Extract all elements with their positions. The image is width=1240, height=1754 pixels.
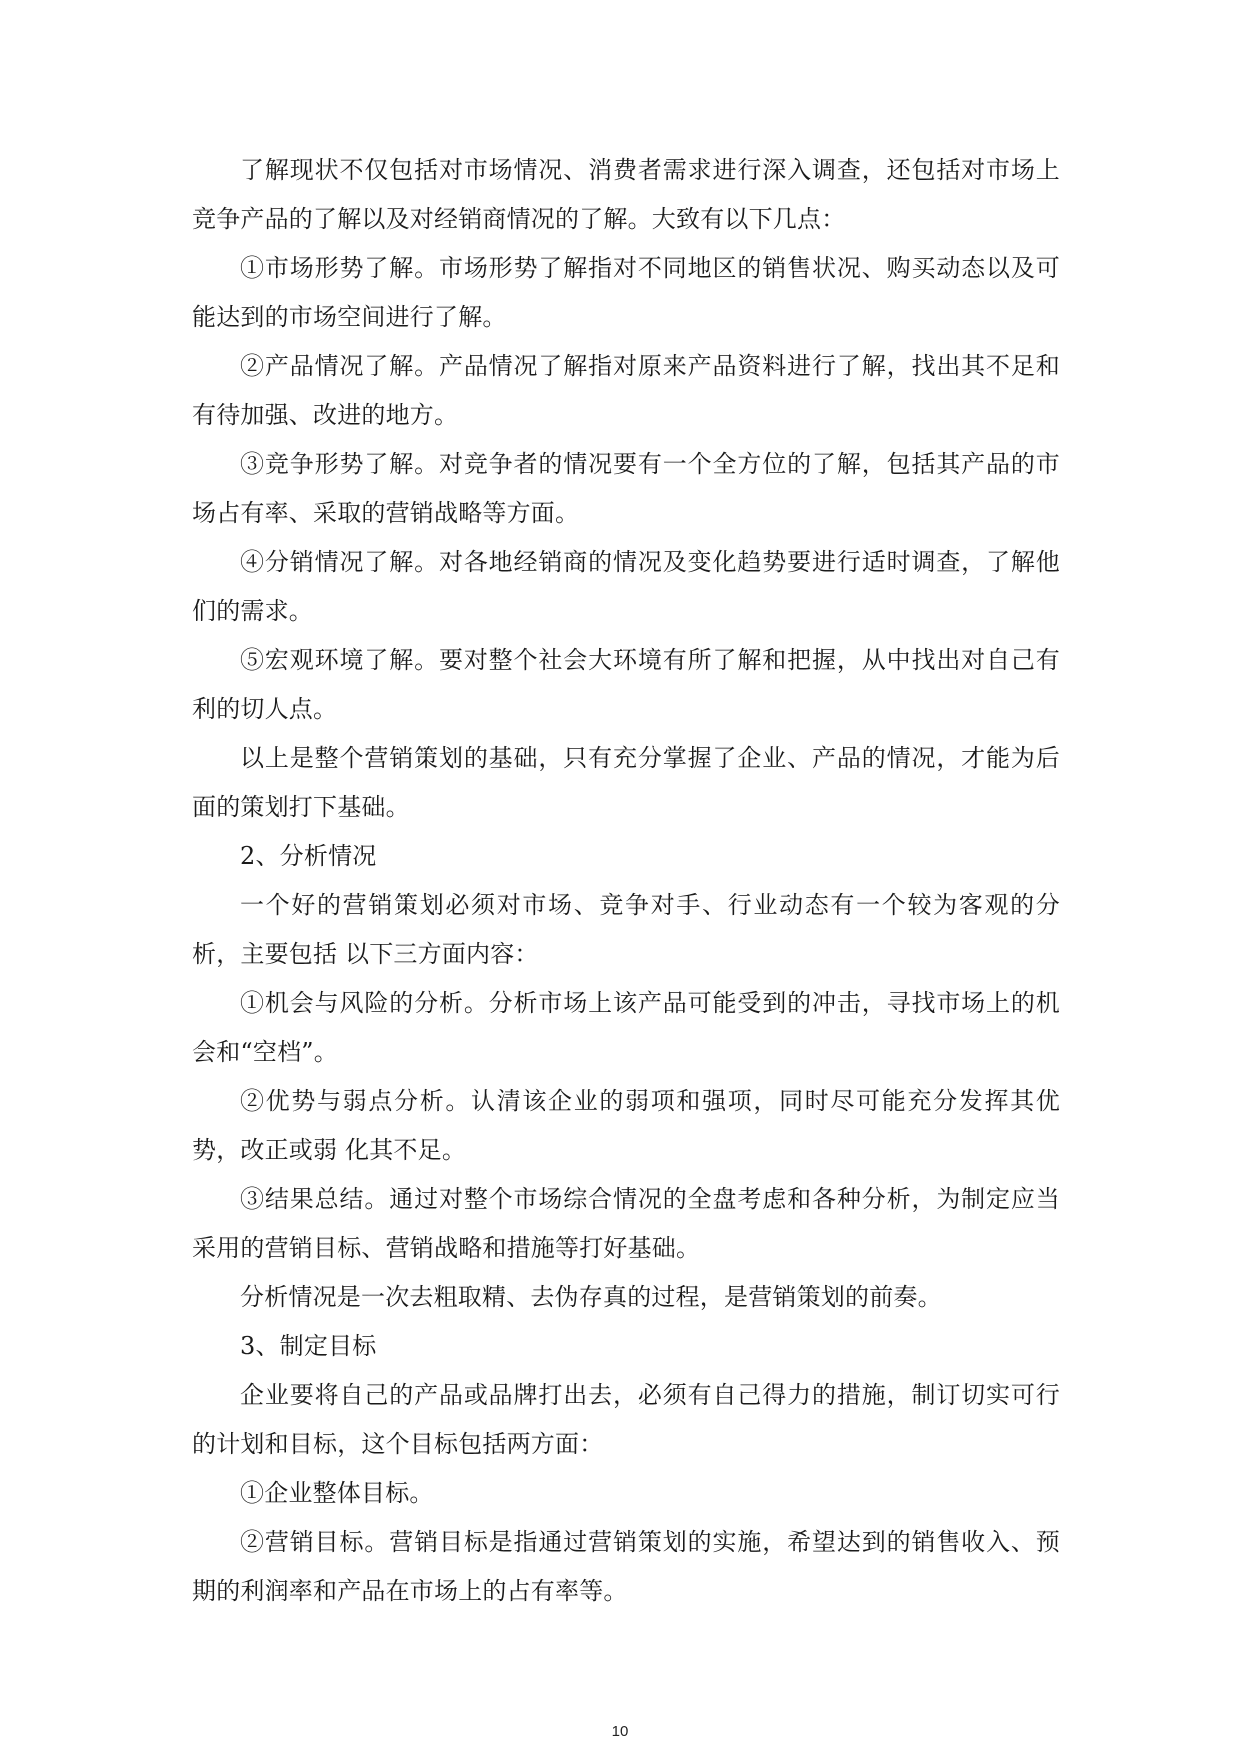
paragraph-overall-goal: ①企业整体目标。: [240, 1479, 434, 1507]
paragraph-strength-weakness: ②优势与弱点分析。认清该企业的弱项和强项，同时尽可能充分发挥其优势，改正或弱 化其不足。: [192, 1087, 1060, 1164]
paragraph-intro: 了解现状不仅包括对市场情况、消费者需求进行深入调查，还包括对市场上竞争产品的了解以及对经销商情况的了解。大致有以下几点：: [192, 156, 1060, 233]
paragraph-goals-intro: 企业要将自己的产品或品牌打出去，必须有自己得力的措施，制订切实可行的计划和目标，这个目标包括两方面：: [192, 1381, 1060, 1458]
body-text: [192, 146, 1060, 1616]
section-heading-analysis: 2、分析情况: [240, 842, 377, 870]
section-heading-goals: 3、制定目标: [240, 1332, 377, 1360]
paragraph-result-summary: ③结果总结。通过对整个市场综合情况的全盘考虑和各种分析，为制定应当采用的营销目标、营销战略和措施等打好基础。: [192, 1185, 1060, 1262]
paragraph-foundation-summary: 以上是整个营销策划的基础，只有充分掌握了企业、产品的情况，才能为后面的策划打下基础。: [192, 744, 1060, 821]
page-number: 10: [611, 1723, 629, 1740]
paragraph-product-situation: ②产品情况了解。产品情况了解指对原来产品资料进行了解，找出其不足和有待加强、改进的地方。: [192, 352, 1060, 429]
paragraph-analysis-conclusion: 分析情况是一次去粗取精、去伪存真的过程，是营销策划的前奏。: [240, 1283, 942, 1311]
paragraph-macro-environment: ⑤宏观环境了解。要对整个社会大环境有所了解和把握，从中找出对自己有利的切人点。: [192, 646, 1060, 723]
paragraph-market-situation: ①市场形势了解。市场形势了解指对不同地区的销售状况、购买动态以及可能达到的市场空间进行了解。: [192, 254, 1060, 331]
paragraph-analysis-intro: 一个好的营销策划必须对市场、竞争对手、行业动态有一个较为客观的分析，主要包括 以下三方面内容：: [192, 891, 1060, 968]
paragraph-competition-situation: ③竞争形势了解。对竞争者的情况要有一个全方位的了解，包括其产品的市场占有率、采取的营销战略等方面。: [192, 450, 1060, 527]
paragraph-marketing-goal: ②营销目标。营销目标是指通过营销策划的实施，希望达到的销售收入、预期的利润率和产品在市场上的占有率等。: [192, 1528, 1060, 1605]
paragraph-opportunity-risk: ①机会与风险的分析。分析市场上该产品可能受到的冲击，寻找市场上的机会和“空档”。: [192, 989, 1060, 1066]
paragraph-distribution-situation: ④分销情况了解。对各地经销商的情况及变化趋势要进行适时调查，了解他们的需求。: [192, 548, 1060, 625]
